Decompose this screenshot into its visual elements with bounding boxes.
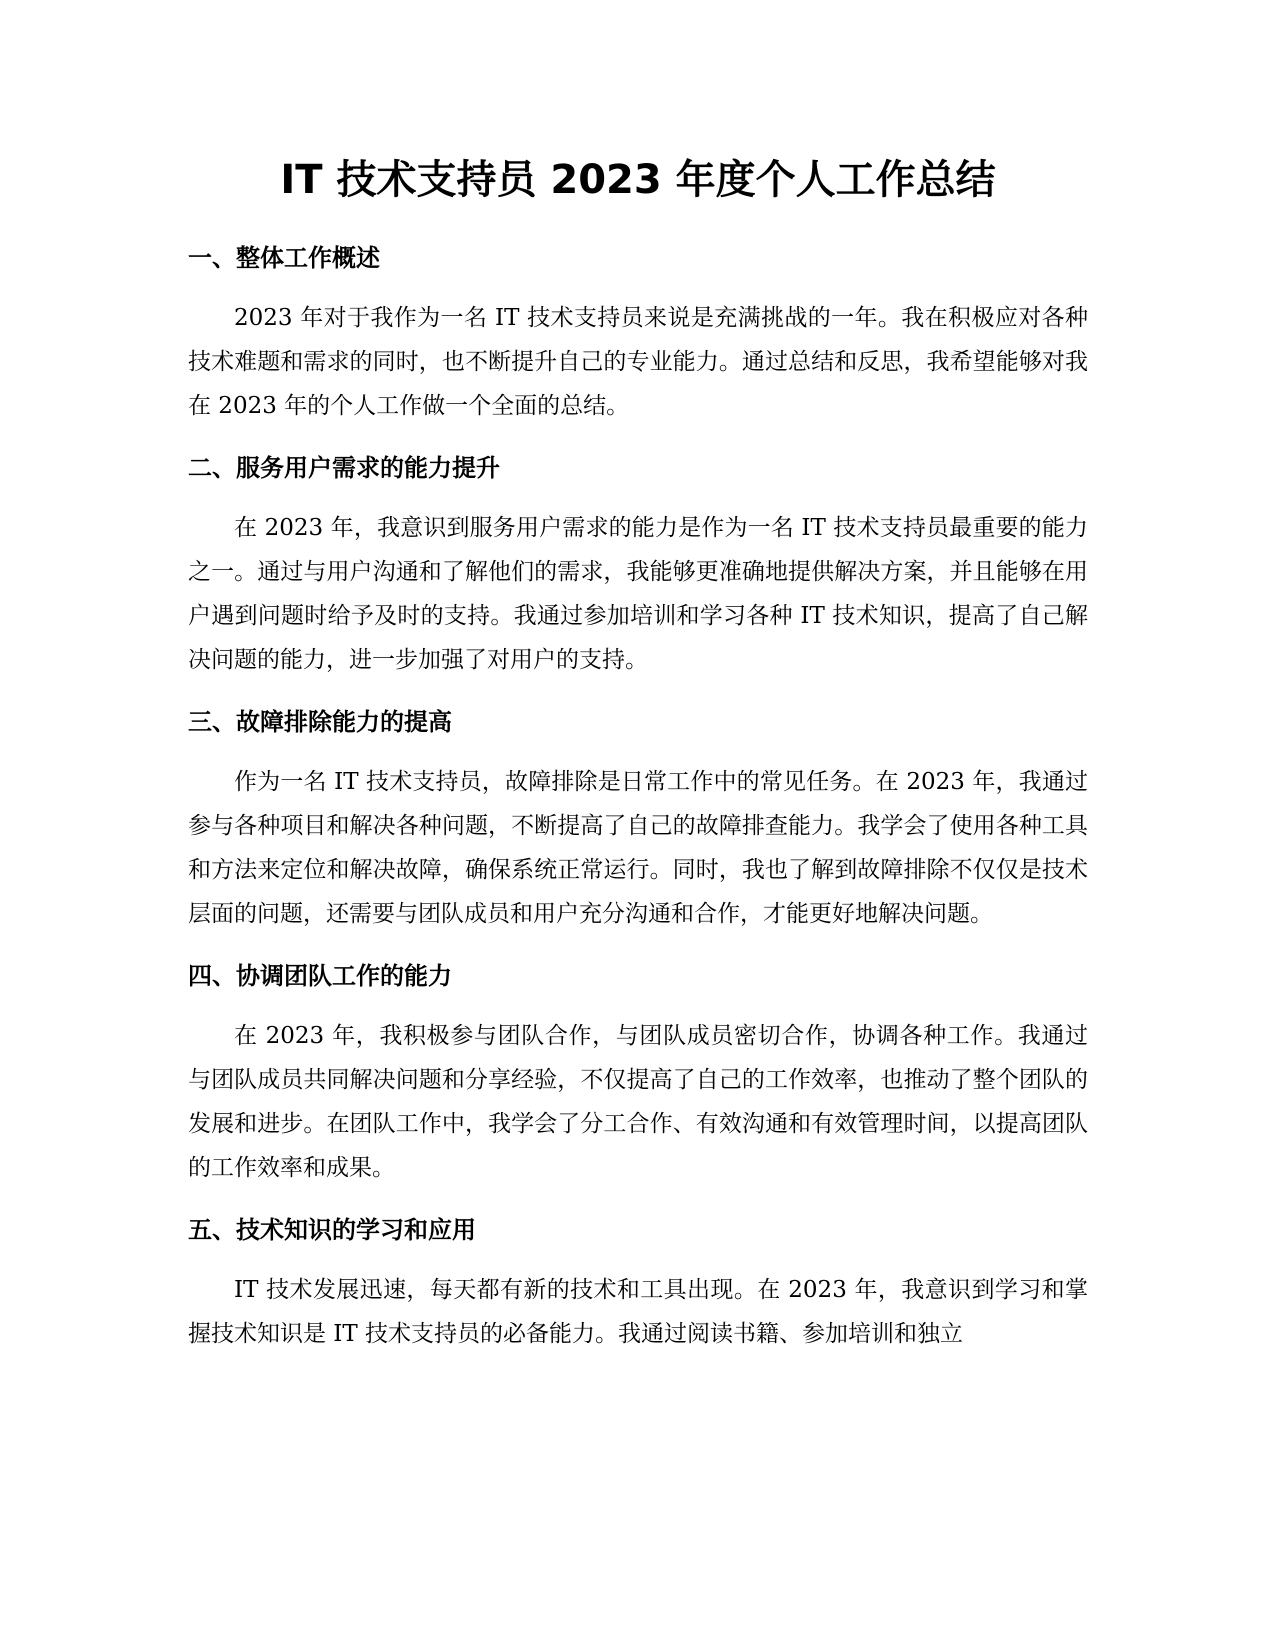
section-teamwork: [188, 958, 1088, 1190]
section-heading: 一、整体工作概述: [188, 244, 380, 272]
section-troubleshooting: [188, 704, 1088, 936]
section-learning: [188, 1212, 1088, 1356]
section-overview: [188, 240, 1088, 428]
document-content: [188, 148, 1088, 1378]
section-heading: 三、故障排除能力的提高: [188, 708, 452, 736]
section-heading: 四、协调团队工作的能力: [188, 962, 452, 990]
section-paragraph: 作为一名 IT 技术支持员，故障排除是日常工作中的常见任务。在 2023 年，我通过参与各种项目和解决各种问题，不断提高了自己的故障排查能力。我学会了使用各种工具和方法来定位和解决故障，确保系统正常运行。同时，我也了解到故障排除不仅仅是技术层面的问题，还需要与团队成员和用户充分沟通和合作，才能更好地解决问题。: [188, 769, 1088, 927]
section-heading: 五、技术知识的学习和应用: [188, 1216, 476, 1244]
section-paragraph: 在 2023 年，我积极参与团队合作，与团队成员密切合作，协调各种工作。我通过与团队成员共同解决问题和分享经验，不仅提高了自己的工作效率，也推动了整个团队的发展和进步。在团队工作中，我学会了分工合作、有效沟通和有效管理时间，以提高团队的工作效率和成果。: [188, 1023, 1088, 1181]
document-title: IT 技术支持员 2023 年度个人工作总结: [280, 157, 996, 203]
section-heading: 二、服务用户需求的能力提升: [188, 454, 500, 482]
section-paragraph: 2023 年对于我作为一名 IT 技术支持员来说是充满挑战的一年。我在积极应对各种技术难题和需求的同时，也不断提升自己的专业能力。通过总结和反思，我希望能够对我在 2023 年的个人工作做一个全面的总结。: [188, 305, 1088, 419]
section-paragraph: IT 技术发展迅速，每天都有新的技术和工具出现。在 2023 年，我意识到学习和掌握技术知识是 IT 技术支持员的必备能力。我通过阅读书籍、参加培训和独立: [188, 1277, 1088, 1347]
section-user-service: [188, 450, 1088, 682]
section-paragraph: 在 2023 年，我意识到服务用户需求的能力是作为一名 IT 技术支持员最重要的能力之一。通过与用户沟通和了解他们的需求，我能够更准确地提供解决方案，并且能够在用户遇到问题时给予及时的支持。我通过参加培训和学习各种 IT 技术知识，提高了自己解决问题的能力，进一步加强了对用户的支持。: [188, 515, 1088, 673]
